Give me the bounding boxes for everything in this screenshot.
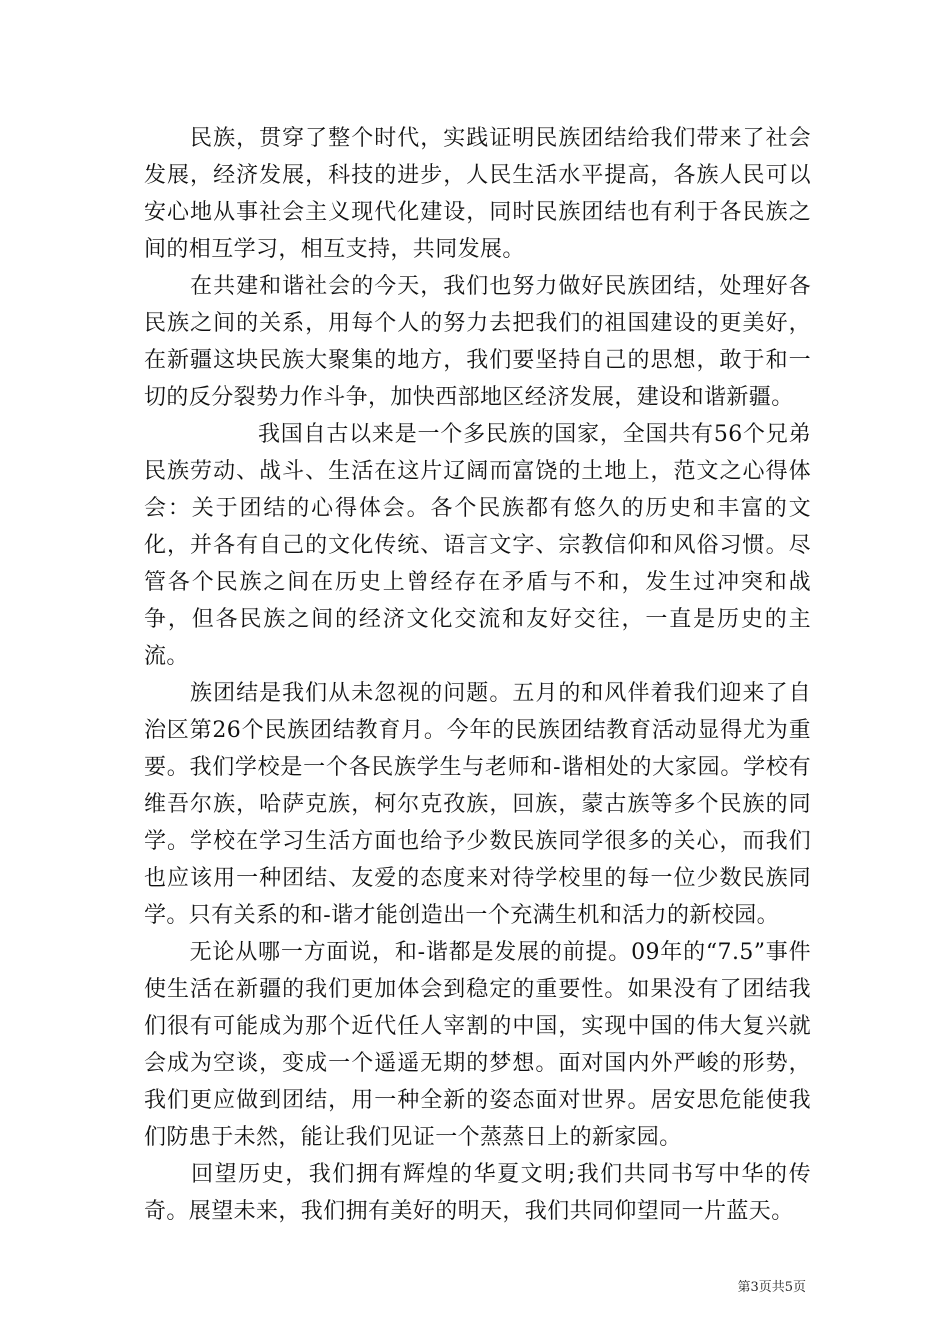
paragraph-3: 我国自古以来是一个多民族的国家，全国共有56个兄弟民族劳动、战斗、生活在这片辽阔而富饶的土地上，范文之心得体会：关于团结的心得体会。各个民族都有悠久的历史和丰富的文化，并各有自己的文化传统、语言文字、宗教信仰和风俗习惯。尽管各个民族之间在历史上曾经存在矛盾与不和，发生过冲突和战争，但各民族之间的经济文化交流和友好交往，一直是历史的主流。 bbox=[144, 422, 811, 669]
paragraph-2: 在共建和谐社会的今天，我们也努力做好民族团结，处理好各民族之间的关系，用每个人的努力去把我们的祖国建设的更美好，在新疆这块民族大聚集的地方，我们要坚持自己的思想，敢于和一切的反分裂势力作斗争，加快西部地区经济发展，建设和谐新疆。 bbox=[144, 274, 811, 410]
paragraph-1: 民族，贯穿了整个时代，实践证明民族团结给我们带来了社会发展，经济发展，科技的进步，人民生活水平提高，各族人民可以安心地从事社会主义现代化建设，同时民族团结也有利于各民族之间的相互学习，相互支持，共同发展。 bbox=[144, 126, 811, 262]
document-body bbox=[144, 120, 811, 1230]
page-number-footer: 第3页共5页 bbox=[737, 1280, 806, 1295]
paragraph-6: 回望历史，我们拥有辉煌的华夏文明;我们共同书写中华的传奇。展望未来，我们拥有美好的明天，我们共同仰望同一片蓝天。 bbox=[144, 1162, 811, 1224]
paragraph-5: 无论从哪一方面说，和-谐都是发展的前提。09年的“7.5”事件使生活在新疆的我们更加体会到稳定的重要性。如果没有了团结我们很有可能成为那个近代任人宰割的中国，实现中国的伟大复兴就会成为空谈，变成一个遥遥无期的梦想。面对国内外严峻的形势，我们更应做到团结，用一种全新的姿态面对世界。居安思危能使我们防患于未然，能让我们见证一个蒸蒸日上的新家园。 bbox=[144, 940, 811, 1150]
paragraph-4: 族团结是我们从未忽视的问题。五月的和风伴着我们迎来了自治区第26个民族团结教育月。今年的民族团结教育活动显得尤为重要。我们学校是一个各民族学生与老师和-谐相处的大家园。学校有维吾尔族，哈萨克族，柯尔克孜族，回族，蒙古族等多个民族的同学。学校在学习生活方面也给予少数民族同学很多的关心，而我们也应该用一种团结、友爱的态度来对待学校里的每一位少数民族同学。只有关系的和-谐才能创造出一个充满生机和活力的新校园。 bbox=[144, 681, 811, 928]
